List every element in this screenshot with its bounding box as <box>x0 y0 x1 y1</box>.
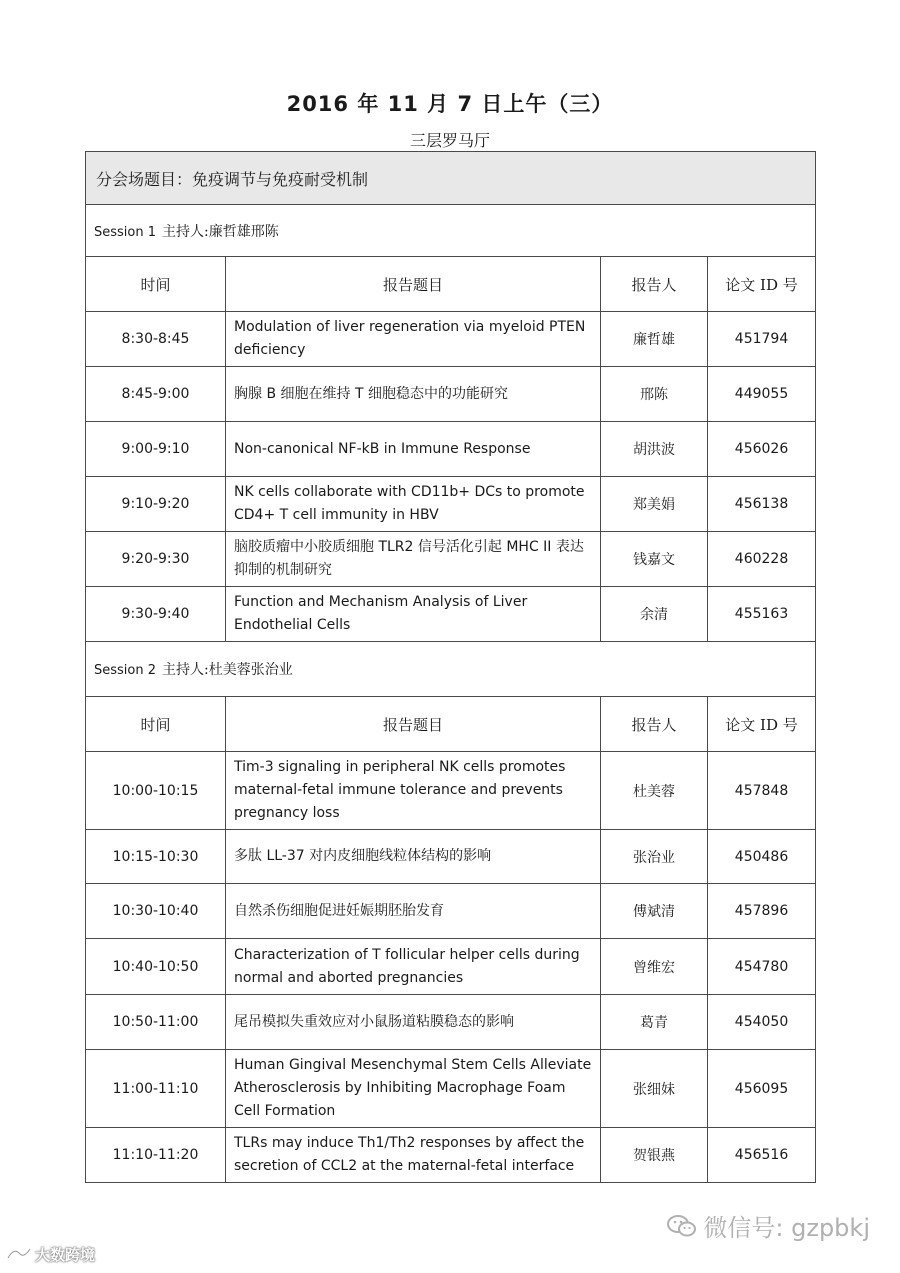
row-speaker: 余清 <box>601 587 708 642</box>
row-speaker: 邢陈 <box>601 367 708 422</box>
row-paper-id: 455163 <box>708 587 816 642</box>
row-paper-id: 457848 <box>708 752 816 830</box>
col-speaker: 报告人 <box>601 697 708 752</box>
column-header-row <box>86 697 816 752</box>
session-header <box>86 205 816 257</box>
row-time: 8:45-9:00 <box>86 367 226 422</box>
column-header-row <box>86 257 816 312</box>
row-paper-id: 451794 <box>708 312 816 367</box>
row-speaker: 廉哲雄 <box>601 312 708 367</box>
session-header <box>86 642 816 697</box>
row-time: 9:10-9:20 <box>86 477 226 532</box>
row-topic: 自然杀伤细胞促进妊娠期胚胎发育 <box>226 884 601 939</box>
col-time: 时间 <box>86 697 226 752</box>
col-time: 时间 <box>86 257 226 312</box>
col-speaker: 报告人 <box>601 257 708 312</box>
row-topic: 胸腺 B 细胞在维持 T 细胞稳态中的功能研究 <box>226 367 601 422</box>
table-row <box>86 477 816 532</box>
wechat-id: 微信号: gzpbkj <box>703 1214 870 1242</box>
col-topic: 报告题目 <box>226 257 601 312</box>
row-topic: Human Gingival Mesenchymal Stem Cells Alleviate Atherosclerosis by Inhibiting Macrophage Foam Cell Formation <box>226 1050 601 1128</box>
brand-watermark <box>6 1244 95 1265</box>
brand-logo-icon <box>6 1246 32 1262</box>
row-time: 8:30-8:45 <box>86 312 226 367</box>
row-topic: Function and Mechanism Analysis of Liver Endothelial Cells <box>226 587 601 642</box>
room-name: 三层罗马厅 <box>409 131 490 150</box>
row-topic: 脑胶质瘤中小胶质细胞 TLR2 信号活化引起 MHC II 表达抑制的机制研究 <box>226 532 601 587</box>
row-time: 9:20-9:30 <box>86 532 226 587</box>
row-time: 9:00-9:10 <box>86 422 226 477</box>
table-row <box>86 312 816 367</box>
row-topic: Tim-3 signaling in peripheral NK cells promotes maternal-fetal immune tolerance and prevents pregnancy loss <box>226 752 601 830</box>
row-speaker: 葛青 <box>601 995 708 1050</box>
row-topic: Modulation of liver regeneration via myeloid PTEN deficiency <box>226 312 601 367</box>
row-paper-id: 457896 <box>708 884 816 939</box>
session-chairs: 主持人:廉哲雄邢陈 <box>162 223 279 240</box>
table-row <box>86 939 816 995</box>
row-speaker: 傅斌清 <box>601 884 708 939</box>
row-time: 10:00-10:15 <box>86 752 226 830</box>
row-speaker: 郑美娟 <box>601 477 708 532</box>
wechat-watermark <box>667 1208 870 1243</box>
table-row <box>86 532 816 587</box>
schedule-table <box>85 151 816 1183</box>
row-paper-id: 454780 <box>708 939 816 995</box>
row-paper-id: 456138 <box>708 477 816 532</box>
row-speaker: 张治业 <box>601 830 708 884</box>
row-topic: TLRs may induce Th1/Th2 responses by affect the secretion of CCL2 at the maternal-fetal interface <box>226 1128 601 1183</box>
row-topic: Non-canonical NF-kB in Immune Response <box>226 422 601 477</box>
table-row <box>86 1050 816 1128</box>
row-topic: 多肽 LL-37 对内皮细胞线粒体结构的影响 <box>226 830 601 884</box>
col-topic: 报告题目 <box>226 697 601 752</box>
col-paper-id: 论文 ID 号 <box>708 697 816 752</box>
row-paper-id: 449055 <box>708 367 816 422</box>
page-title: 2016 年 11 月 7 日上午（三） <box>286 92 614 116</box>
row-paper-id: 460228 <box>708 532 816 587</box>
table-row <box>86 830 816 884</box>
row-speaker: 钱嘉文 <box>601 532 708 587</box>
table-row <box>86 1128 816 1183</box>
brand-name: 大数跨境 <box>35 1246 96 1264</box>
table-row <box>86 752 816 830</box>
session-code: Session 2 <box>94 663 157 678</box>
col-paper-id: 论文 ID 号 <box>708 257 816 312</box>
row-paper-id: 456026 <box>708 422 816 477</box>
wechat-icon <box>667 1214 697 1238</box>
table-row <box>86 884 816 939</box>
row-time: 11:10-11:20 <box>86 1128 226 1183</box>
table-row <box>86 422 816 477</box>
row-speaker: 张细妹 <box>601 1050 708 1128</box>
row-topic: Characterization of T follicular helper cells during normal and aborted pregnancies <box>226 939 601 995</box>
row-time: 10:15-10:30 <box>86 830 226 884</box>
row-time: 9:30-9:40 <box>86 587 226 642</box>
row-time: 10:30-10:40 <box>86 884 226 939</box>
row-topic: 尾吊模拟失重效应对小鼠肠道粘膜稳态的影响 <box>226 995 601 1050</box>
table-row <box>86 995 816 1050</box>
table-row <box>86 367 816 422</box>
row-paper-id: 456516 <box>708 1128 816 1183</box>
table-row <box>86 587 816 642</box>
row-paper-id: 450486 <box>708 830 816 884</box>
row-speaker: 胡洪波 <box>601 422 708 477</box>
row-time: 10:40-10:50 <box>86 939 226 995</box>
row-topic: NK cells collaborate with CD11b+ DCs to promote CD4+ T cell immunity in HBV <box>226 477 601 532</box>
row-time: 10:50-11:00 <box>86 995 226 1050</box>
row-speaker: 杜美蓉 <box>601 752 708 830</box>
row-speaker: 贺银燕 <box>601 1128 708 1183</box>
session-chairs: 主持人:杜美蓉张治业 <box>162 662 293 678</box>
panel-title: 分会场题目：免疫调节与免疫耐受机制 <box>86 152 816 205</box>
session-code: Session 1 <box>94 224 157 240</box>
row-paper-id: 456095 <box>708 1050 816 1128</box>
row-paper-id: 454050 <box>708 995 816 1050</box>
row-speaker: 曾维宏 <box>601 939 708 995</box>
row-time: 11:00-11:10 <box>86 1050 226 1128</box>
